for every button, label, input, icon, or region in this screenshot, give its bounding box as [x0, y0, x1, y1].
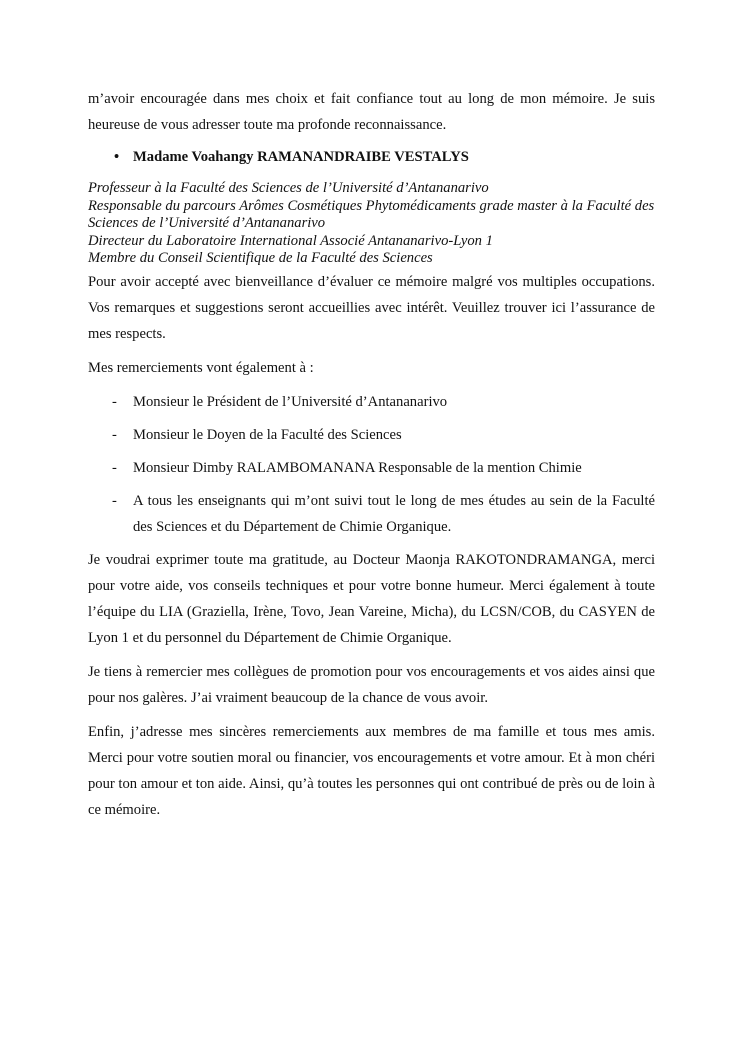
list-item [88, 389, 655, 415]
intro-paragraph: m’avoir encouragée dans mes choix et fait confiance tout au long de mon mémoire. Je suis heureuse de vous adresser toute ma profonde reconnaissance. [88, 91, 655, 133]
gratitude-paragraph: Je voudrai exprimer toute ma gratitude, au Docteur Maonja RAKOTONDRAMANGA, merci pour votre aide, vos conseils techniques et pour votre bonne humeur. Merci également à toute l’équipe du LIA (Graziella, Irène, Tovo, Jean Vareine, Micha), du LCSN/COB, du CASYEN de Lyon 1 et du personnel du Département de Chimie Organique. [88, 551, 655, 646]
honoree-title: Membre du Conseil Scientifique de la Faculté des Sciences [88, 250, 433, 267]
evaluation-paragraph: Pour avoir accepté avec bienveillance d’évaluer ce mémoire malgré vos multiples occupations. Vos remarques et suggestions seront accueillies avec intérêt. Veuillez trouver ici l’assurance de mes respects. [88, 273, 655, 342]
dash-marker: - [112, 492, 117, 509]
honoree-bullet [88, 146, 655, 168]
honoree-title: Professeur à la Faculté des Sciences de l’Université d’Antananarivo [88, 180, 489, 196]
honoree-name: Madame Voahangy RAMANANDRAIBE VESTALYS [133, 149, 469, 165]
honoree-titles [88, 180, 655, 268]
document-page [88, 86, 655, 823]
family-paragraph: Enfin, j’adresse mes sincères remerciements aux membres de ma famille et tous mes amis. Merci pour votre soutien moral ou financier, vos encouragements et votre amour. Et à mon chéri pour ton amour et ton aide. Ainsi, qu’à toutes les personnes qui ont contribué de près ou de loin à ce mémoire. [88, 723, 656, 818]
list-item-text: Monsieur le Doyen de la Faculté des Sciences [133, 426, 402, 443]
list-item-text: A tous les enseignants qui m’ont suivi tout le long de mes études au sein de la Faculté des Sciences et du Département de Chimie Organique. [133, 492, 655, 535]
bullet-marker: • [114, 149, 120, 165]
dash-marker: - [112, 393, 117, 410]
list-item-text: Monsieur le Président de l’Université d’Antananarivo [133, 393, 448, 410]
list-item [88, 422, 655, 448]
list-item-text: Monsieur Dimby RALAMBOMANANA Responsable de la mention Chimie [133, 459, 582, 476]
honoree-title: Responsable du parcours Arômes Cosmétiques Phytomédicaments grade master à la Faculté des Sciences de l’Université d’Antananarivo [88, 197, 655, 232]
list-item [88, 488, 655, 540]
colleagues-paragraph: Je tiens à remercier mes collègues de promotion pour vos encouragements et vos aides ainsi que pour nos galères. J’ai vraiment beaucoup de la chance de vous avoir. [88, 663, 655, 706]
dash-marker: - [112, 426, 117, 443]
honoree-title: Directeur du Laboratoire International Associé Antananarivo-Lyon 1 [88, 232, 493, 249]
dash-marker: - [112, 459, 117, 476]
list-item [88, 455, 655, 481]
thanks-intro: Mes remerciements vont également à : [88, 359, 314, 376]
thanks-list [88, 389, 655, 540]
